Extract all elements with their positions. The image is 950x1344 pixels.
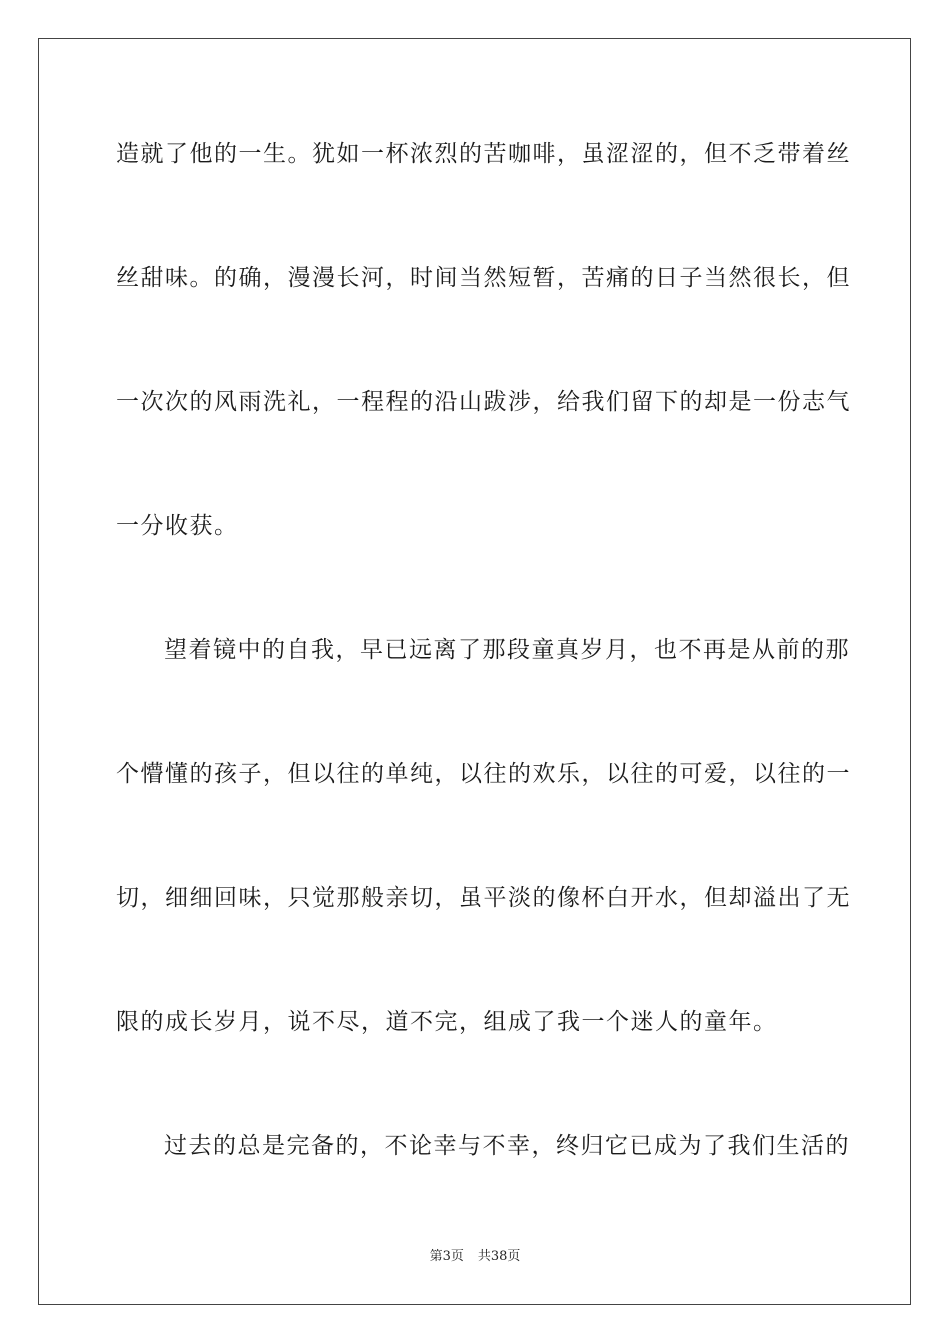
- text-line: 限的成长岁月，说不尽，道不完，组成了我一个迷人的童年。: [116, 1009, 778, 1035]
- text-line: 丝甜味。的确，漫漫长河，时间当然短暂，苦痛的日子当然很长，但: [116, 265, 851, 291]
- text-line: 望着镜中的自我，早已远离了那段童真岁月，也不再是从前的那: [164, 637, 850, 663]
- text-line: 造就了他的一生。犹如一杯浓烈的苦咖啡，虽涩涩的，但不乏带着丝: [116, 141, 851, 167]
- page-total: 共38页: [477, 1249, 521, 1264]
- text-line: 一分收获。: [116, 513, 239, 539]
- text-line: 过去的总是完备的，不论幸与不幸，终归它已成为了我们生活的: [164, 1133, 850, 1159]
- text-line: 一次次的风雨洗礼，一程程的沿山跋涉，给我们留下的却是一份志气: [116, 389, 851, 415]
- page-footer: [0, 1248, 950, 1266]
- text-line: 个懵懂的孩子，但以往的单纯，以往的欢乐，以往的可爱，以往的一: [116, 761, 851, 787]
- text-line: 切，细细回味，只觉那般亲切，虽平淡的像杯白开水，但却溢出了无: [116, 885, 851, 911]
- page-frame: [38, 38, 911, 1305]
- page-number: 第3页: [429, 1249, 464, 1264]
